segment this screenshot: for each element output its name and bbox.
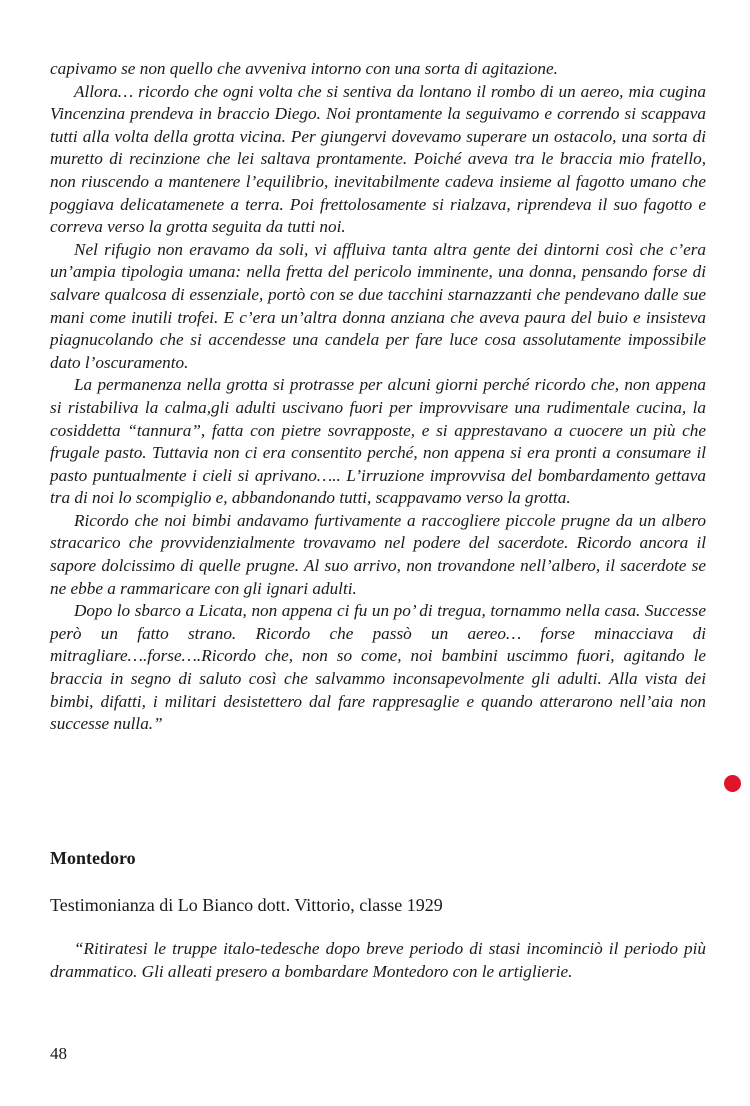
paragraph-rifugio: Nel rifugio non eravamo da soli, vi affluiva tanta altra gente dei dintorni così che c’era un’ampia tipologia umana: nella fretta del pericolo imminente, una donna, pensando forse di salvare qualcosa di essenziale, portò con se due tacchini starnazzanti che pendevano dalle sue mani come inutili trofei. E c’era un’altra donna anziana che aveva paura del buio e insisteva piagnucolando che si accendesse una candela per fare luce cosa assolutamente impossibile dato l’oscuramento.: [50, 239, 706, 372]
page-body: [50, 58, 706, 736]
section-title: Montedoro: [50, 848, 136, 868]
quote-block: [50, 938, 706, 983]
quote-paragraph: “Ritiratesi le truppe italo-tedesche dopo breve periodo di stasi incominciò il periodo più drammatico. Gli alleati presero a bombardare Montedoro con le artiglierie.: [50, 939, 706, 981]
paragraph-grotta: La permanenza nella grotta si protrasse per alcuni giorni perché ricordo che, non appena si ristabiliva la calma,gli adulti uscivano fuori per improvvisare una rudimentale cucina, la cosiddetta “tannura”, fatta con pietre sovrapposte, e si apprestavano a cuocere un più che frugale pasto. Tuttavia non ci era consentito perché, non appena si era pronti a consumare il pasto puntualmente i cieli si aprivano….. L’irruzione improvvisa del bombardamento gettava tra di noi lo scompiglio e, abbandonando tutti, scappavamo verso la grotta.: [50, 375, 706, 508]
red-dot-marker: [724, 775, 741, 792]
page-number: 48: [50, 1044, 67, 1063]
paragraph-aereo: Allora… ricordo che ogni volta che si sentiva da lontano il rombo di un aereo, mia cugina Vincenzina prendeva in braccio Diego. Noi prontamente la seguivamo e correndo si scappava tutti alla volta della grotta vicina. Per giungervi dovevamo superare un ostacolo, una sorta di muretto di recinzione che lei saltava prontamente. Poiché aveva tra le braccia mio fratello, non riuscendo a mantenere l’equilibrio, inevitabilmente cadeva insieme al fagotto umano che poggiava delicatamenete a terra. Poi frettolosamente si rialzava, riprendeva il suo fagotto e correva verso la grotta seguita da tutti noi.: [50, 81, 706, 237]
paragraph-licata: Dopo lo sbarco a Licata, non appena ci fu un po’ di tregua, tornammo nella casa. Successe però un fatto strano. Ricordo che passò un aereo… forse minacciava di mitragliare….forse….Ricordo che, non so come, noi bambini uscimmo fuori, agitando le braccia in segno di saluto così che salvammo inconsapevolmente gli adulti. Alla vista dei bimbi, difatti, i militari desistettero dal fare rappresaglie e quando atterarono nell’aia non successe nulla.”: [50, 601, 706, 734]
testimony-line: Testimonianza di Lo Bianco dott. Vittorio, classe 1929: [50, 895, 443, 915]
paragraph-continuation: capivamo se non quello che avveniva intorno con una sorta di agitazione.: [50, 59, 558, 78]
paragraph-prugne: Ricordo che noi bimbi andavamo furtivamente a raccogliere piccole prugne da un albero stracarico che provvidenzialmente trovavamo nel podere del sacerdote. Ricordo ancora il sapore dolcissimo di quelle prugne. Al suo arrivo, non trovandone nell’albero, il sacerdote se ne ebbe a rammaricare con gli ignari adulti.: [50, 510, 706, 598]
